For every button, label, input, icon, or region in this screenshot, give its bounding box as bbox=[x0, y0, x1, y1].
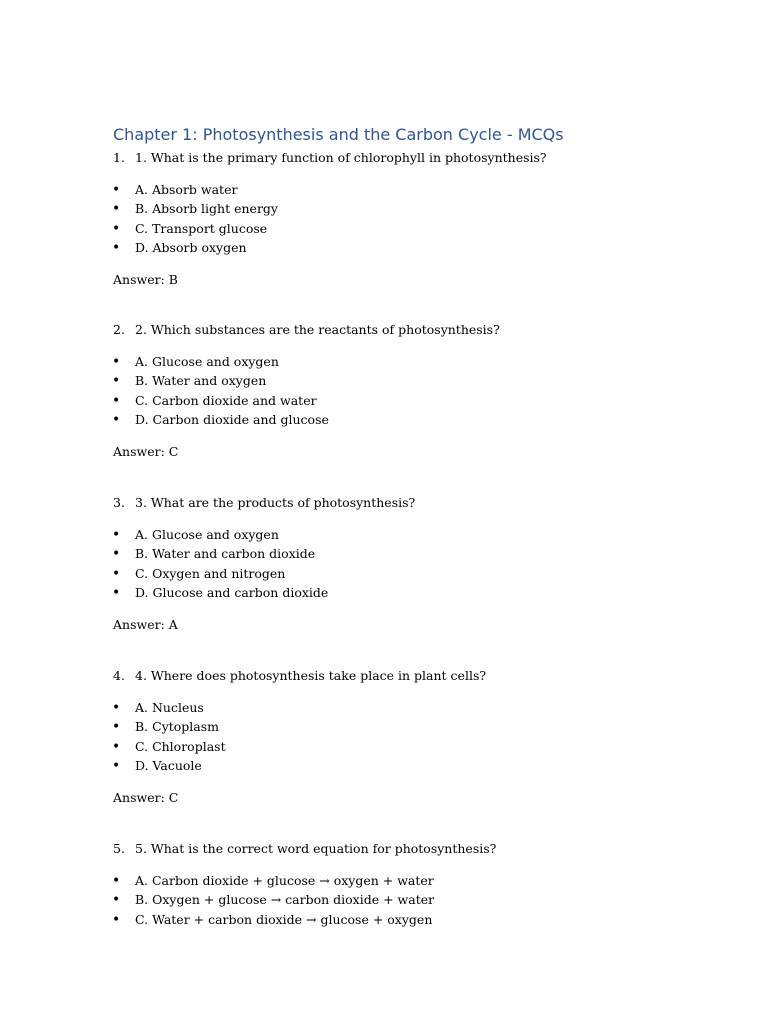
question-number: 3. bbox=[113, 495, 125, 510]
question-text: 5. What is the correct word equation for photosynthesis? bbox=[135, 841, 497, 856]
question-text: 4. Where does photosynthesis take place in plant cells? bbox=[135, 668, 487, 683]
option-text: A. Glucose and oxygen bbox=[135, 354, 279, 369]
option-text: C. Carbon dioxide and water bbox=[135, 392, 317, 408]
bullet-icon: • bbox=[112, 220, 121, 237]
bullet-icon: • bbox=[112, 239, 121, 256]
bullet-icon: • bbox=[112, 411, 121, 428]
option-item bbox=[113, 392, 713, 411]
question-text: 2. Which substances are the reactants of photosynthesis? bbox=[135, 322, 500, 337]
option-item bbox=[113, 565, 713, 584]
option-item bbox=[113, 181, 713, 200]
question-row bbox=[113, 840, 713, 858]
bullet-icon: • bbox=[112, 354, 121, 370]
bullet-icon: • bbox=[112, 527, 121, 543]
answer-text: Answer: A bbox=[113, 617, 178, 633]
question-row bbox=[113, 667, 713, 685]
options-list bbox=[113, 353, 713, 430]
option-item bbox=[113, 872, 713, 891]
bullet-icon: • bbox=[112, 373, 121, 390]
bullet-icon: • bbox=[112, 182, 121, 198]
options-list bbox=[113, 181, 713, 258]
question-text: 1. What is the primary function of chlorophyll in photosynthesis? bbox=[135, 150, 547, 165]
option-item bbox=[113, 891, 713, 910]
option-item bbox=[113, 699, 713, 718]
question-row bbox=[113, 494, 713, 512]
options-list bbox=[113, 526, 713, 603]
option-text: C. Chloroplast bbox=[135, 738, 226, 754]
option-text: B. Absorb light energy bbox=[135, 201, 278, 217]
option-text: B. Oxygen + glucose → carbon dioxide + water bbox=[135, 892, 435, 908]
option-text: C. Transport glucose bbox=[135, 220, 268, 236]
option-text: D. Vacuole bbox=[135, 757, 202, 773]
question-number: 1. bbox=[113, 150, 125, 165]
question-block bbox=[113, 840, 713, 930]
option-item bbox=[113, 411, 713, 430]
option-text: A. Carbon dioxide + glucose → oxygen + water bbox=[135, 873, 434, 888]
question-number: 2. bbox=[113, 322, 125, 337]
bullet-icon: • bbox=[112, 201, 121, 218]
bullet-icon: • bbox=[112, 719, 121, 736]
bullet-icon: • bbox=[112, 565, 121, 582]
answer-text: Answer: C bbox=[113, 444, 179, 460]
options-list bbox=[113, 699, 713, 776]
option-item bbox=[113, 718, 713, 737]
option-text: B. Cytoplasm bbox=[135, 719, 220, 735]
bullet-icon: • bbox=[112, 738, 121, 755]
options-list bbox=[113, 872, 713, 930]
question-block bbox=[113, 667, 713, 807]
answer-text: Answer: C bbox=[113, 790, 179, 806]
option-item bbox=[113, 584, 713, 603]
bullet-icon: • bbox=[112, 873, 121, 889]
bullet-icon: • bbox=[112, 892, 121, 909]
option-text: B. Water and oxygen bbox=[135, 373, 267, 389]
option-text: A. Absorb water bbox=[135, 182, 238, 197]
option-item bbox=[113, 220, 713, 239]
option-item bbox=[113, 757, 713, 776]
question-number: 5. bbox=[113, 841, 125, 856]
question-row bbox=[113, 321, 713, 339]
question-block bbox=[113, 321, 713, 461]
option-item bbox=[113, 239, 713, 258]
chapter-title: Chapter 1: Photosynthesis and the Carbon Cycle - MCQs bbox=[113, 125, 564, 144]
option-item bbox=[113, 353, 713, 372]
option-text: B. Water and carbon dioxide bbox=[135, 546, 316, 562]
option-item bbox=[113, 545, 713, 564]
option-item bbox=[113, 526, 713, 545]
question-block bbox=[113, 149, 713, 289]
option-text: D. Carbon dioxide and glucose bbox=[135, 411, 329, 427]
bullet-icon: • bbox=[112, 546, 121, 563]
bullet-icon: • bbox=[112, 584, 121, 601]
option-text: C. Water + carbon dioxide → glucose + oxygen bbox=[135, 911, 433, 927]
question-text: 3. What are the products of photosynthesis? bbox=[135, 495, 416, 510]
answer-text: Answer: B bbox=[113, 272, 178, 288]
bullet-icon: • bbox=[112, 700, 121, 716]
bullet-icon: • bbox=[112, 392, 121, 409]
option-text: D. Glucose and carbon dioxide bbox=[135, 584, 329, 600]
option-text: A. Glucose and oxygen bbox=[135, 527, 279, 542]
option-item bbox=[113, 200, 713, 219]
question-number: 4. bbox=[113, 668, 125, 683]
question-row bbox=[113, 149, 713, 167]
question-block bbox=[113, 494, 713, 634]
option-item bbox=[113, 738, 713, 757]
option-text: D. Absorb oxygen bbox=[135, 239, 247, 255]
option-item bbox=[113, 911, 713, 930]
option-text: A. Nucleus bbox=[135, 700, 204, 715]
bullet-icon: • bbox=[112, 757, 121, 774]
option-text: C. Oxygen and nitrogen bbox=[135, 565, 286, 581]
option-item bbox=[113, 372, 713, 391]
bullet-icon: • bbox=[112, 911, 121, 928]
